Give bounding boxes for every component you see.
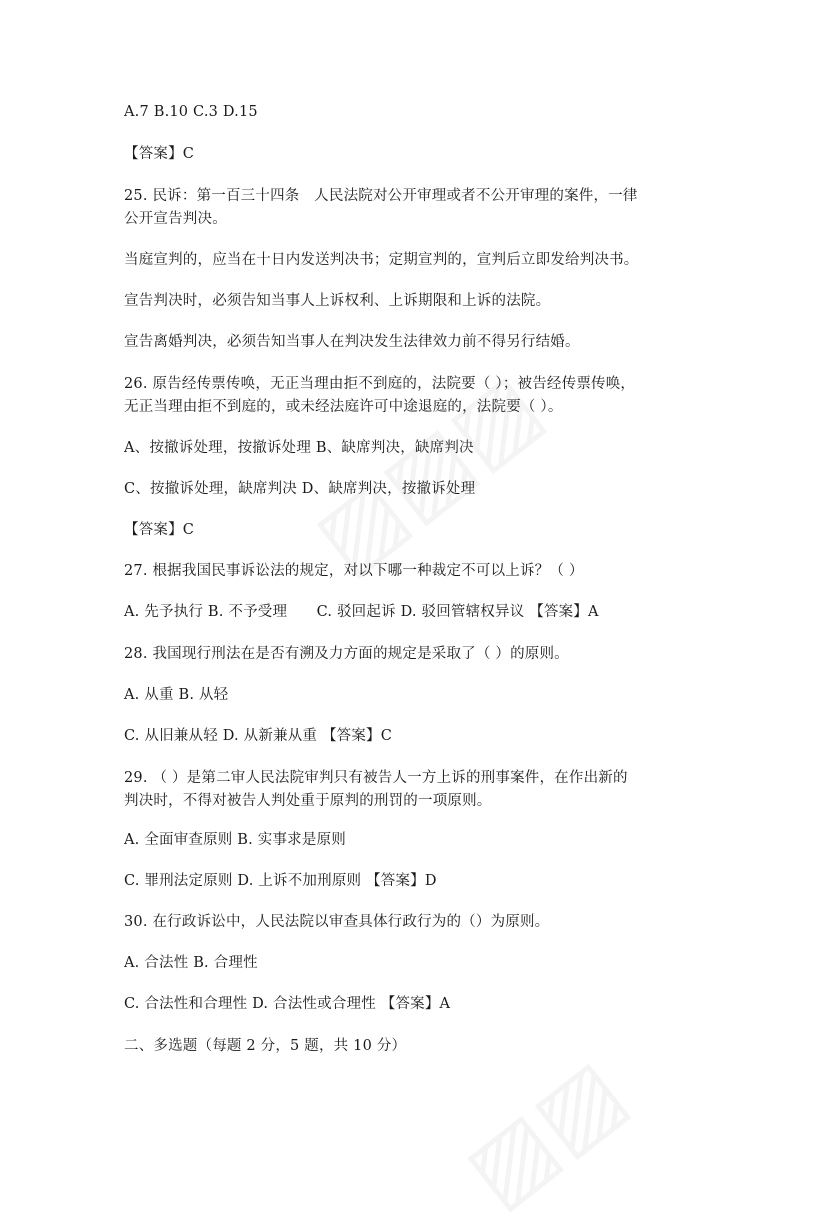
question-30: 30. 在行政诉讼中，人民法院以审查具体行政行为的（）为原则。 [124,914,550,930]
answer-line: 【答案】C [124,146,195,162]
watermark [446,1039,645,1226]
text-line: 宣告离婚判决，必须告知当事人在判决发生法律效力前不得另行结婚。 [124,334,580,350]
question-28: 28. 我国现行刑法在是否有溯及力方面的规定是采取了（ ）的原则。 [124,646,569,662]
option-line: A、按撤诉处理，按撤诉处理 B、缺席判决，缺席判决 [124,440,474,456]
option-line: C、按撤诉处理，缺席判决 D、缺席判决，按撤诉处理 [124,481,476,497]
option-line: A. 全面审查原则 B. 实事求是原则 [124,832,346,848]
question-25-line-1: 25. 民诉：第一百三十四条 人民法院对公开审理或者不公开审理的案件，一律 [124,188,638,204]
option-line: A. 合法性 B. 合理性 [124,955,258,971]
question-26-line-1: 26. 原告经传票传唤，无正当理由拒不到庭的，法院要（ ）；被告经传票传唤， [124,376,636,392]
option-line: A. 从重 B. 从轻 [124,687,229,703]
answer-line: 【答案】C [124,522,195,538]
question-26-line-2: 无正当理由拒不到庭的，或未经法庭许可中途退庭的，法院要（ ）。 [124,399,563,415]
question-25-line-2: 公开宣告判决。 [124,211,227,227]
option-line: C. 罪刑法定原则 D. 上诉不加刑原则 【答案】D [124,873,437,889]
text-line: 当庭宣判的，应当在十日内发送判决书；定期宣判的，宣判后立即发给判决书。 [124,252,639,268]
question-27: 27. 根据我国民事诉讼法的规定，对以下哪一种裁定不可以上诉？（ ） [124,563,584,579]
option-line: A. 先予执行 B. 不予受理 C. 驳回起诉 D. 驳回管辖权异议 【答案】A [124,604,599,620]
section-heading: 二、多选题（每题 2 分，5 题，共 10 分） [124,1038,407,1054]
option-line: C. 从旧兼从轻 D. 从新兼从重 【答案】C [124,728,393,744]
text-line: 宣告判决时，必须告知当事人上诉权利、上诉期限和上诉的法院。 [124,293,551,309]
question-29-line-1: 29. （ ）是第二审人民法院审判只有被告人一方上诉的刑事案件，在作出新的 [124,770,628,786]
question-29-line-2: 判决时，不得对被告人判处重于原判的刑罚的一项原则。 [124,793,492,809]
option-line: C. 合法性和合理性 D. 合法性或合理性 【答案】A [124,996,451,1012]
text-line: A.7 B.10 C.3 D.15 [124,104,258,120]
